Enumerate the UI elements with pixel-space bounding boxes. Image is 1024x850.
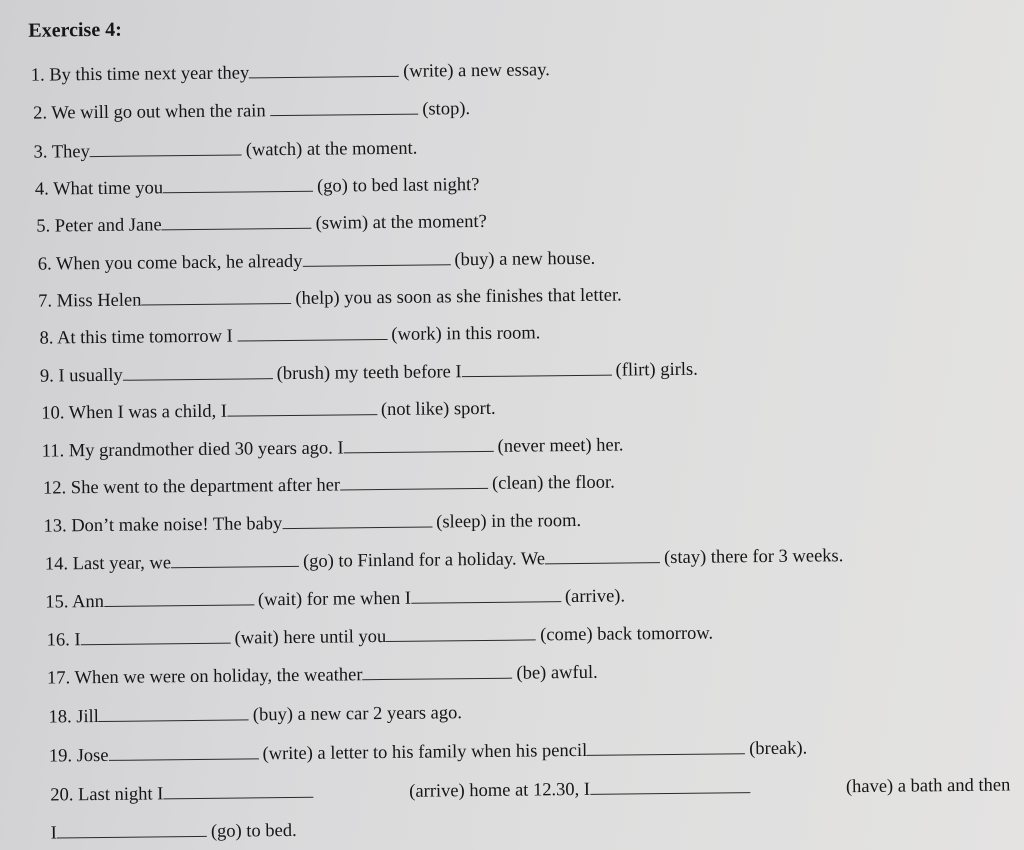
item-text: 4. What time you xyxy=(34,178,164,200)
answer-blank[interactable] xyxy=(545,545,660,564)
answer-blank[interactable] xyxy=(461,358,611,378)
item-text: (arrive). xyxy=(564,586,626,608)
answer-blank[interactable] xyxy=(162,211,312,231)
answer-blank[interactable] xyxy=(108,741,258,761)
answer-blank[interactable] xyxy=(104,587,254,607)
exercise-title: Exercise 4: xyxy=(28,18,122,42)
item-text: (help) you as soon as she finishes that letter. xyxy=(295,285,622,309)
item-text: 10. When I was a child, I xyxy=(41,401,228,424)
item-text: 13. Don’t make noise! The baby xyxy=(43,514,283,537)
item-text: I xyxy=(50,823,58,844)
exercise-item-8 xyxy=(39,320,540,350)
exercise-item-14 xyxy=(45,543,844,576)
item-text: 3. They xyxy=(33,142,90,163)
item-text: (go) to bed. xyxy=(210,820,297,842)
item-text: (write) a letter to his family when his pencil xyxy=(262,740,588,765)
exercise-item-1 xyxy=(31,57,550,87)
exercise-item-15 xyxy=(45,583,625,614)
exercise-item-5 xyxy=(36,209,487,239)
item-20-part-2 xyxy=(409,775,754,804)
answer-blank[interactable] xyxy=(386,622,536,642)
item-text: (buy) a new car 2 years ago. xyxy=(252,703,463,726)
exercise-item-10 xyxy=(41,396,495,426)
exercise-item-6 xyxy=(38,246,596,277)
answer-blank[interactable] xyxy=(237,322,387,342)
answer-blank[interactable] xyxy=(99,702,249,722)
item-text: (work) in this room. xyxy=(391,323,541,345)
item-text: (not like) sport. xyxy=(380,398,496,421)
item-text: 20. Last night I xyxy=(50,784,164,806)
item-text: 1. By this time next year they xyxy=(30,63,250,86)
answer-blank[interactable] xyxy=(171,549,299,568)
answer-blank[interactable] xyxy=(362,661,512,681)
item-text: (arrive) home at 12.30, I xyxy=(409,779,591,802)
item-text: (stop). xyxy=(422,99,471,120)
item-text: 6. When you come back, he already xyxy=(37,251,303,275)
item-text: (break). xyxy=(749,738,808,760)
item-text: (be) awful. xyxy=(516,662,598,684)
exercise-item-12 xyxy=(43,470,615,501)
item-text: 19. Jose xyxy=(48,745,109,767)
item-text: (come) back tomorrow. xyxy=(540,623,714,646)
answer-blank[interactable] xyxy=(302,247,450,267)
answer-blank[interactable] xyxy=(344,434,494,454)
answer-blank[interactable] xyxy=(587,736,745,756)
answer-blank[interactable] xyxy=(282,510,432,530)
answer-blank[interactable] xyxy=(141,286,291,306)
item-text: (swim) at the moment? xyxy=(315,211,487,234)
item-text: 18. Jill xyxy=(48,707,99,728)
item-text: (wait) here until you xyxy=(234,626,387,649)
answer-blank[interactable] xyxy=(163,174,313,194)
answer-blank[interactable] xyxy=(270,97,418,117)
item-text: 16. I xyxy=(46,630,81,651)
item-text: (go) to Finland for a holiday. We xyxy=(302,549,546,572)
answer-blank[interactable] xyxy=(227,397,377,417)
item-text: (clean) the floor. xyxy=(491,472,615,494)
item-text: 2. We will go out when the rain xyxy=(33,101,271,124)
exercise-item-9 xyxy=(40,357,698,389)
exercise-item-2 xyxy=(33,96,470,126)
exercise-item-17 xyxy=(47,660,598,691)
exercise-item-3 xyxy=(33,136,417,165)
answer-blank[interactable] xyxy=(249,59,399,79)
item-text: (have) a bath and then xyxy=(845,775,1011,798)
item-text: 15. Ann xyxy=(45,591,105,613)
item-text: 9. I usually xyxy=(39,365,123,387)
item-text: (go) to bed last night? xyxy=(316,174,480,197)
exercise-item-4 xyxy=(35,172,480,202)
exercise-item-20-continued xyxy=(51,818,297,846)
answer-blank[interactable] xyxy=(590,775,750,795)
item-text: 8. At this time tomorrow I xyxy=(39,326,238,349)
exercise-item-20 xyxy=(50,772,1010,807)
item-text: (stay) there for 3 weeks. xyxy=(663,546,844,569)
item-text: (wait) for me when I xyxy=(257,588,412,611)
exercise-item-16 xyxy=(47,621,714,653)
item-text: 7. Miss Helen xyxy=(38,290,142,312)
item-text: (flirt) girls. xyxy=(615,359,698,381)
item-text: 12. She went to the department after her xyxy=(43,475,341,499)
item-text: 5. Peter and Jane xyxy=(36,215,162,237)
item-text: (never meet) her. xyxy=(497,435,624,457)
answer-blank[interactable] xyxy=(123,361,273,381)
exercise-item-7 xyxy=(38,283,622,314)
item-text: (brush) my teeth before I xyxy=(276,362,462,385)
item-text: (write) a new essay. xyxy=(403,60,550,82)
answer-blank[interactable] xyxy=(90,137,242,157)
exercise-item-11 xyxy=(42,432,624,463)
item-text: (sleep) in the room. xyxy=(436,510,582,533)
item-text: 14. Last year, we xyxy=(44,553,172,575)
answer-blank[interactable] xyxy=(411,584,561,604)
answer-blank[interactable] xyxy=(80,626,230,646)
answer-blank[interactable] xyxy=(57,819,207,839)
exercise-item-18 xyxy=(48,700,462,729)
item-text: 11. My grandmother died 30 years ago. I xyxy=(41,438,344,462)
item-text: 17. When we were on holiday, the weather xyxy=(47,665,363,689)
exercise-item-13 xyxy=(43,508,581,539)
answer-blank[interactable] xyxy=(340,471,488,491)
item-20-part-1 xyxy=(50,780,317,808)
answer-blank[interactable] xyxy=(163,780,313,800)
exercise-item-19 xyxy=(49,736,808,769)
item-text: (watch) at the moment. xyxy=(245,138,418,161)
item-text: (buy) a new house. xyxy=(454,248,596,271)
